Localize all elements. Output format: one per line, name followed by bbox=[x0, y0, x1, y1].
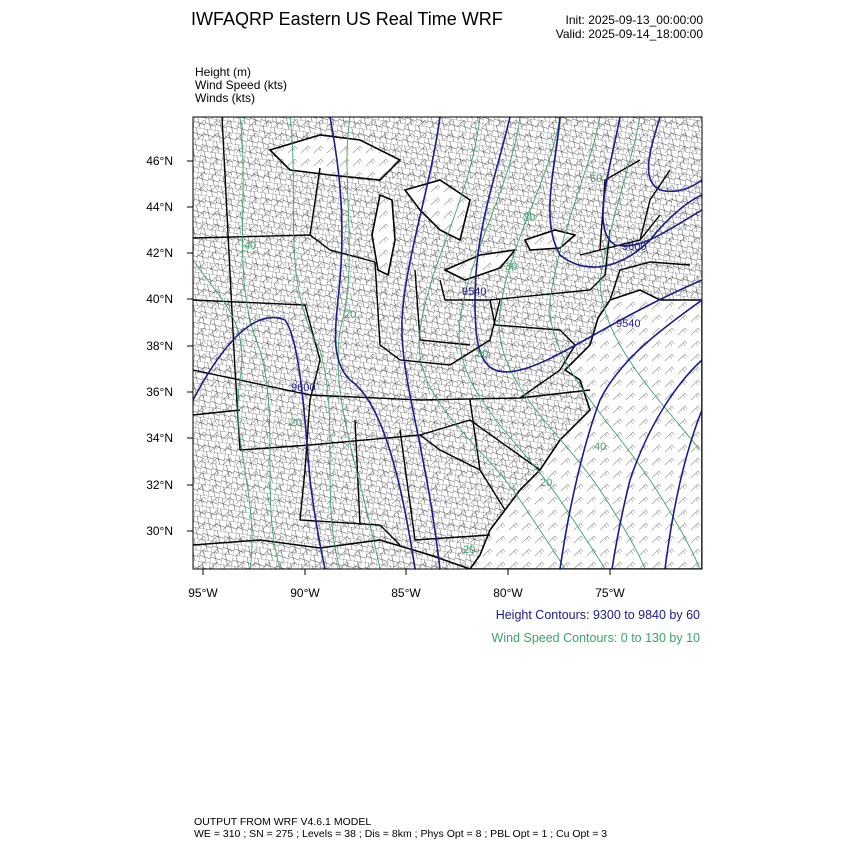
latitude-label: 38°N bbox=[146, 339, 173, 353]
latitude-label: 32°N bbox=[146, 478, 173, 492]
wind-speed-contour-legend: Wind Speed Contours: 0 to 130 by 10 bbox=[491, 631, 700, 645]
latitude-label: 42°N bbox=[146, 246, 173, 260]
longitude-label: 95°W bbox=[188, 586, 218, 600]
wind-speed-contour-label: 20 bbox=[540, 477, 553, 489]
variable-wind-speed-label: Wind Speed (kts) bbox=[195, 78, 288, 92]
wind-speed-contour-label: 30 bbox=[505, 261, 518, 273]
latitude-label: 30°N bbox=[146, 524, 173, 538]
longitude-label: 85°W bbox=[391, 586, 421, 600]
latitude-axis bbox=[146, 154, 193, 538]
latitude-label: 44°N bbox=[146, 200, 173, 214]
chart-title: IWFAQRP Eastern US Real Time WRF bbox=[191, 9, 503, 29]
variable-height-label: Height (m) bbox=[195, 65, 252, 79]
wind-speed-contour-label: 30 bbox=[476, 348, 489, 360]
wind-speed-contour-label: 40 bbox=[594, 441, 607, 453]
longitude-label: 80°W bbox=[493, 586, 523, 600]
latitude-label: 34°N bbox=[146, 431, 173, 445]
longitude-label: 90°W bbox=[290, 586, 320, 600]
latitude-label: 40°N bbox=[146, 292, 173, 306]
longitude-axis bbox=[188, 569, 625, 600]
map-area bbox=[193, 117, 702, 569]
wind-speed-contour-label: 20 bbox=[290, 417, 303, 429]
variable-winds-label: Winds (kts) bbox=[195, 91, 255, 105]
latitude-label: 36°N bbox=[146, 385, 173, 399]
wind-speed-contour-label: 30 bbox=[523, 212, 536, 224]
model-info-line1: OUTPUT FROM WRF V4.6.1 MODEL bbox=[194, 816, 372, 828]
height-contour-label: 9600 bbox=[291, 382, 316, 394]
height-contour-label: 9600 bbox=[622, 241, 647, 253]
init-time: Init: 2025-09-13_00:00:00 bbox=[565, 13, 703, 27]
height-contour-label: 9540 bbox=[462, 286, 487, 298]
wind-speed-contour-label: 40 bbox=[244, 240, 257, 252]
model-info-line2: WE = 310 ; SN = 275 ; Levels = 38 ; Dis = 8km ; Phys Opt = 8 ; PBL Opt = 1 ; Cu Opt = 3 bbox=[194, 828, 608, 840]
height-contour-label: 9540 bbox=[616, 318, 641, 330]
longitude-label: 75°W bbox=[595, 586, 625, 600]
wind-speed-contour-label: 60 bbox=[590, 173, 603, 185]
latitude-label: 46°N bbox=[146, 154, 173, 168]
valid-time: Valid: 2025-09-14_18:00:00 bbox=[555, 27, 703, 41]
height-contour-legend: Height Contours: 9300 to 9840 by 60 bbox=[495, 608, 700, 622]
wind-speed-contour-label: 20 bbox=[344, 309, 357, 321]
wind-speed-contour-label: 20 bbox=[463, 544, 476, 556]
